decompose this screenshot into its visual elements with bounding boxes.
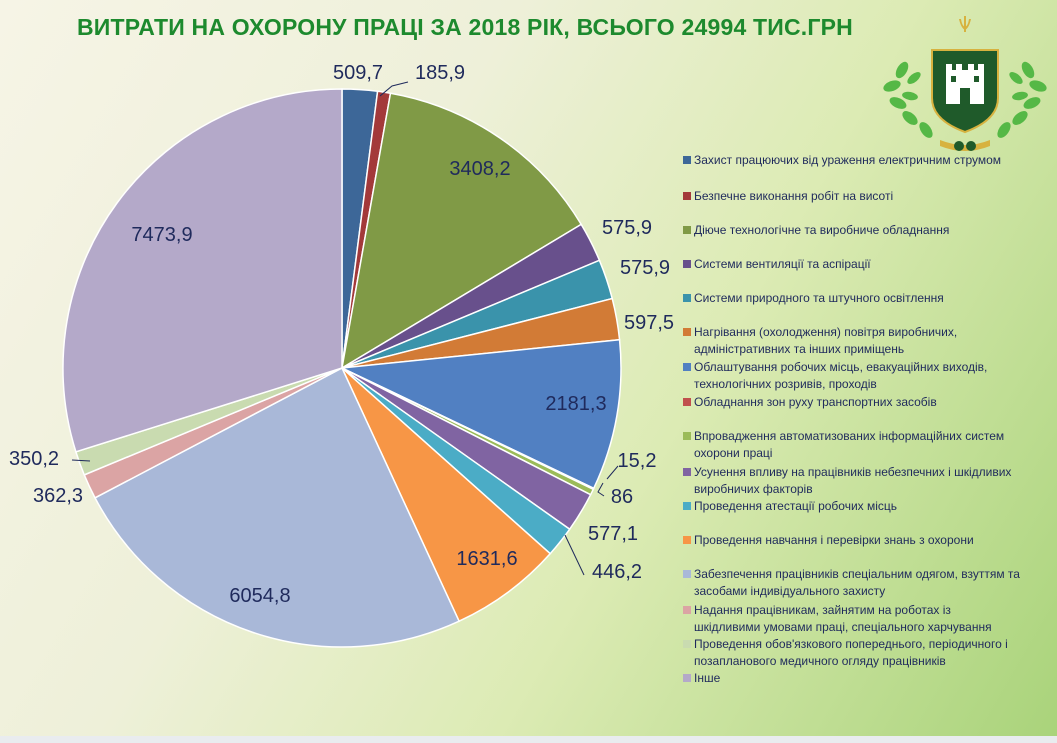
data-label: 446,2 <box>591 561 643 583</box>
legend-label: Обладнання зон руху транспортних засобів <box>694 395 937 409</box>
legend-label: Нагрівання (охолодження) повітря виробничих, адміністративних та інших приміщень <box>694 325 958 356</box>
legend-swatch <box>683 192 691 200</box>
data-label: 6054,8 <box>229 585 291 607</box>
legend-item <box>683 602 1045 636</box>
legend-item <box>683 464 1045 498</box>
legend-item <box>683 359 1045 393</box>
castle-icon <box>946 64 984 104</box>
legend-label: Системи вентиляції та аспірації <box>694 257 871 271</box>
data-label: 7473,9 <box>131 224 193 246</box>
legend-item <box>683 290 1045 307</box>
leader-line <box>565 535 584 575</box>
legend-label: Проведення навчання і перевірки знань з охорони <box>694 533 974 547</box>
legend-label: Забезпечення працівників спеціальним одягом, взуттям та засобами індивідуального захисту <box>694 567 1020 598</box>
legend-item <box>683 394 1045 411</box>
legend-swatch <box>683 502 691 510</box>
data-label: 2181,3 <box>545 393 607 415</box>
legend-label: Впровадження автоматизованих інформаційних систем охорони праці <box>694 429 1005 460</box>
legend-label: Системи природного та штучного освітлення <box>694 291 944 305</box>
leader-line <box>598 483 604 496</box>
legend-label: Діюче технологічне та виробниче обладнання <box>694 223 950 237</box>
data-label: 185,9 <box>414 62 466 84</box>
legend-swatch <box>683 260 691 268</box>
data-label: 1631,6 <box>456 548 518 570</box>
data-label: 350,2 <box>8 448 60 470</box>
data-label: 86 <box>610 486 634 508</box>
legend-swatch <box>683 468 691 476</box>
legend-item <box>683 566 1045 600</box>
legend-swatch <box>683 226 691 234</box>
legend-item <box>683 670 1045 687</box>
legend-label: Проведення обов'язкового попереднього, періодичного і позапланового медичного огляду працівників <box>694 637 1008 668</box>
legend-label: Захист працюючих від ураження електричним струмом <box>694 153 1002 167</box>
legend-swatch <box>683 398 691 406</box>
legend-label: Безпечне виконання робіт на висоті <box>694 189 894 203</box>
legend-swatch <box>683 536 691 544</box>
legend-swatch <box>683 674 691 682</box>
data-label: 575,9 <box>619 257 671 279</box>
wreath-right-icon <box>995 60 1048 141</box>
shield-icon <box>932 50 998 132</box>
legend-swatch <box>683 328 691 336</box>
legend-item <box>683 636 1045 670</box>
legend-swatch <box>683 570 691 578</box>
legend-swatch <box>683 432 691 440</box>
data-label: 362,3 <box>32 485 84 507</box>
data-label: 3408,2 <box>449 158 511 180</box>
legend-swatch <box>683 294 691 302</box>
leader-line <box>607 466 618 479</box>
data-label: 577,1 <box>587 523 639 545</box>
legend-label: Інше <box>694 671 721 685</box>
legend-item <box>683 188 1045 205</box>
ribbon-icon <box>940 140 990 151</box>
organization-emblem <box>880 8 1050 158</box>
legend-label: Надання працівникам, зайнятим на роботах із шкідливими умовами праці, спеціального харчування <box>694 603 992 634</box>
legend-item <box>683 222 1045 239</box>
legend-swatch <box>683 640 691 648</box>
wreath-left-icon <box>882 60 935 141</box>
legend-swatch <box>683 363 691 371</box>
data-label: 597,5 <box>623 312 675 334</box>
trident-icon <box>959 16 971 32</box>
data-label: 575,9 <box>601 217 653 239</box>
legend-item <box>683 498 1045 515</box>
legend-swatch <box>683 156 691 164</box>
legend-item <box>683 256 1045 273</box>
legend-label: Усунення впливу на працівників небезпечних і шкідливих виробничих факторів <box>694 465 1012 496</box>
legend-label: Облаштування робочих місць, евакуаційних виходів, технологічних розривів, проходів <box>694 360 988 391</box>
legend-item <box>683 428 1045 462</box>
legend-item <box>683 532 1045 549</box>
data-label: 509,7 <box>332 62 384 84</box>
legend-item <box>683 324 1045 358</box>
bottom-strip <box>0 736 1057 743</box>
chart-title: ВИТРАТИ НА ОХОРОНУ ПРАЦІ ЗА 2018 РІК, ВСЬОГО 24994 ТИС.ГРН <box>77 14 853 40</box>
legend-swatch <box>683 606 691 614</box>
data-label: 15,2 <box>617 450 657 472</box>
legend-label: Проведення атестації робочих місць <box>694 499 898 513</box>
